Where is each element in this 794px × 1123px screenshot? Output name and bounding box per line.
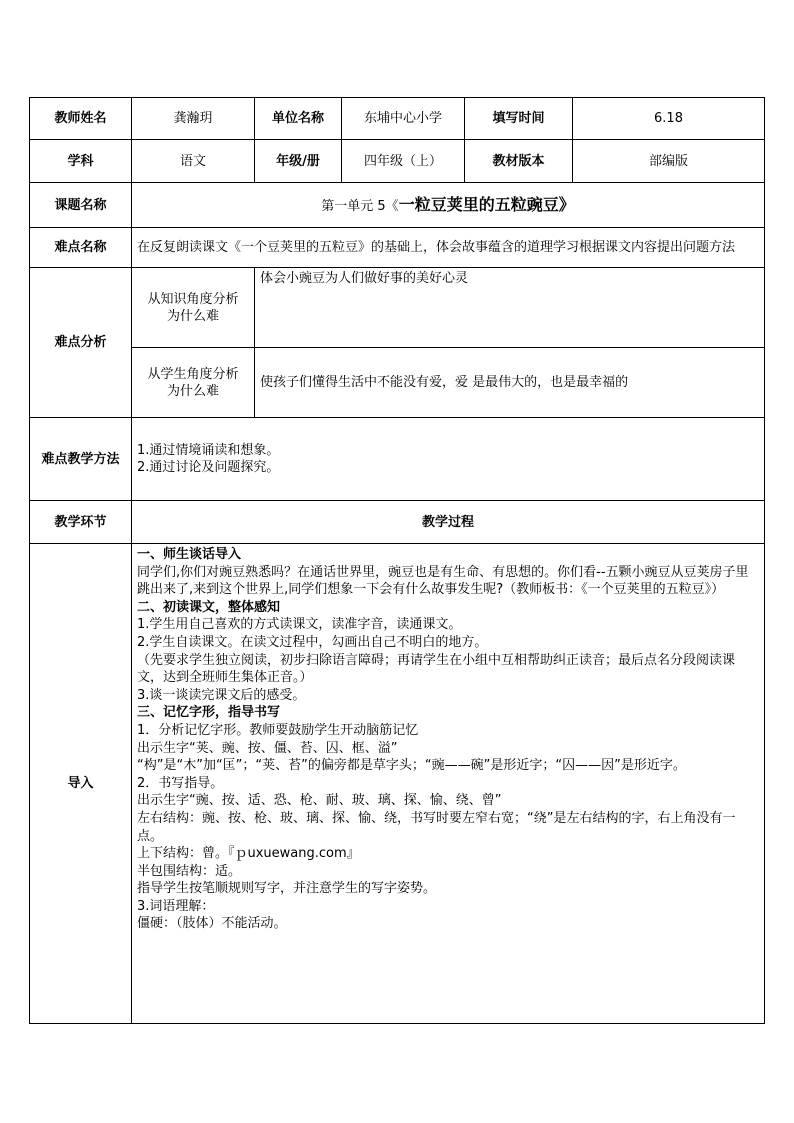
difficulty-row (30, 228, 765, 268)
paragraph: 1．分析记忆字形。教师要鼓励学生开动脑筋记忆 (137, 722, 419, 738)
topic-title: 一粒豆荚里的五粒豌豆》 (398, 194, 575, 214)
subject-label: 学科 (30, 140, 132, 183)
paragraph: 2．书写指导。 (137, 775, 224, 791)
method-label: 难点教学方法 (30, 418, 132, 501)
paragraph: 2.学生自读课文。在读文过程中，勾画出自己不明白的地方。 (137, 634, 488, 650)
method-line-2: 2.通过讨论及问题探究。 (137, 460, 280, 475)
paragraph: 1.学生用自己喜欢的方式读课文，读准字音，读通课文。 (137, 617, 462, 633)
teacher-name-label: 教师姓名 (30, 98, 132, 140)
topic-value (132, 183, 765, 228)
intro-process-content (132, 544, 765, 1024)
lesson-plan-table (29, 97, 765, 1024)
date-value: 6.18 (573, 98, 765, 140)
paragraph: 3.谈一谈读完课文后的感受。 (137, 687, 306, 703)
difficulty-text: 在反复朗读课文《一个豆荚里的五粒豆》的基础上，体会故事蕴含的道理学习根据课文内容提出问题方法 (132, 228, 765, 268)
analysis-label: 难点分析 (30, 268, 132, 418)
topic-row (30, 183, 765, 228)
subject-value: 语文 (132, 140, 255, 183)
paragraph: 半包围结构：适。 (137, 863, 242, 879)
teacher-name-value: 龚瀚玥 (132, 98, 255, 140)
paragraph: 3.词语理解： (137, 898, 215, 914)
topic-prefix: 第一单元 5《 (321, 198, 399, 214)
student-angle-label: 从学生角度分析为什么难 (132, 348, 255, 418)
method-row (30, 418, 765, 501)
paragraph: 出示生字“荚、豌、按、僵、苔、囚、框、溢” (137, 740, 398, 756)
stage-header-label: 教学环节 (30, 501, 132, 544)
process-header-row (30, 501, 765, 544)
date-label: 填写时间 (465, 98, 573, 140)
intro-stage-label: 导入 (30, 544, 132, 1024)
analysis-knowledge-row (30, 268, 765, 348)
student-angle-text: 使孩子们懂得生活中不能没有爱，爱 是最伟大的，也是最幸福的 (255, 348, 765, 418)
grade-value: 四年级（上） (342, 140, 465, 183)
edition-value: 部编版 (573, 140, 765, 183)
knowledge-angle-text: 体会小豌豆为人们做好事的美好心灵 (255, 268, 765, 348)
section-heading: 三、记忆字形，指导书写 (137, 705, 281, 721)
unit-name-value: 东埔中心小学 (342, 98, 465, 140)
paragraph: 出示生字“豌、按、适、恐、枪、耐、玻、璃、探、愉、绕、曾” (137, 793, 502, 809)
difficulty-label: 难点名称 (30, 228, 132, 268)
paragraph: 上下结构：曾。『ｐuxuewang.com』 (137, 846, 360, 862)
paragraph: 同学们,你们对豌豆熟悉吗？在通话世界里，豌豆也是有生命、有思想的。你们看--五颗小豌豆从豆荚房子里跳出来了,来到这个世界上,同学们想象一下会有什么故事发生呢?（教师板书：《一个豆荚里的五粒豆》） (137, 564, 749, 598)
intro-row (30, 544, 765, 1024)
paragraph: 僵硬：（肢体）不能活动。 (137, 916, 287, 932)
teacher-info-row (30, 98, 765, 140)
analysis-student-row (30, 348, 765, 418)
process-header-label: 教学过程 (132, 501, 765, 544)
grade-label: 年级/册 (255, 140, 342, 183)
knowledge-angle-label: 从知识角度分析为什么难 (132, 268, 255, 348)
method-line-1: 1.通过情境诵读和想象。 (137, 443, 280, 458)
section-heading: 一、师生谈话导入 (137, 547, 242, 562)
edition-label: 教材版本 (465, 140, 573, 183)
paragraph: （先要求学生独立阅读，初步扫除语言障碍；再请学生在小组中互相帮助纠正读音；最后点名分段阅读课文，达到全班师生集体正音。） (137, 652, 736, 686)
paragraph: “构”是“木”加“匡”；“荚、苔”的偏旁都是草字头；“豌——碗”是形近字；“囚——因”是形近字。 (137, 758, 686, 774)
paragraph: 指导学生按笔顺规则写字，并注意学生的写字姿势。 (137, 881, 437, 897)
paragraph: 左右结构：豌、按、枪、玻、璃、探、愉、绕，书写时要左窄右宽；“绕”是左右结构的字，右上角没有一点。 (137, 810, 736, 844)
method-text (132, 418, 765, 501)
section-heading: 二、初读课文，整体感知 (137, 599, 281, 615)
unit-name-label: 单位名称 (255, 98, 342, 140)
subject-row (30, 140, 765, 183)
topic-label: 课题名称 (30, 183, 132, 228)
